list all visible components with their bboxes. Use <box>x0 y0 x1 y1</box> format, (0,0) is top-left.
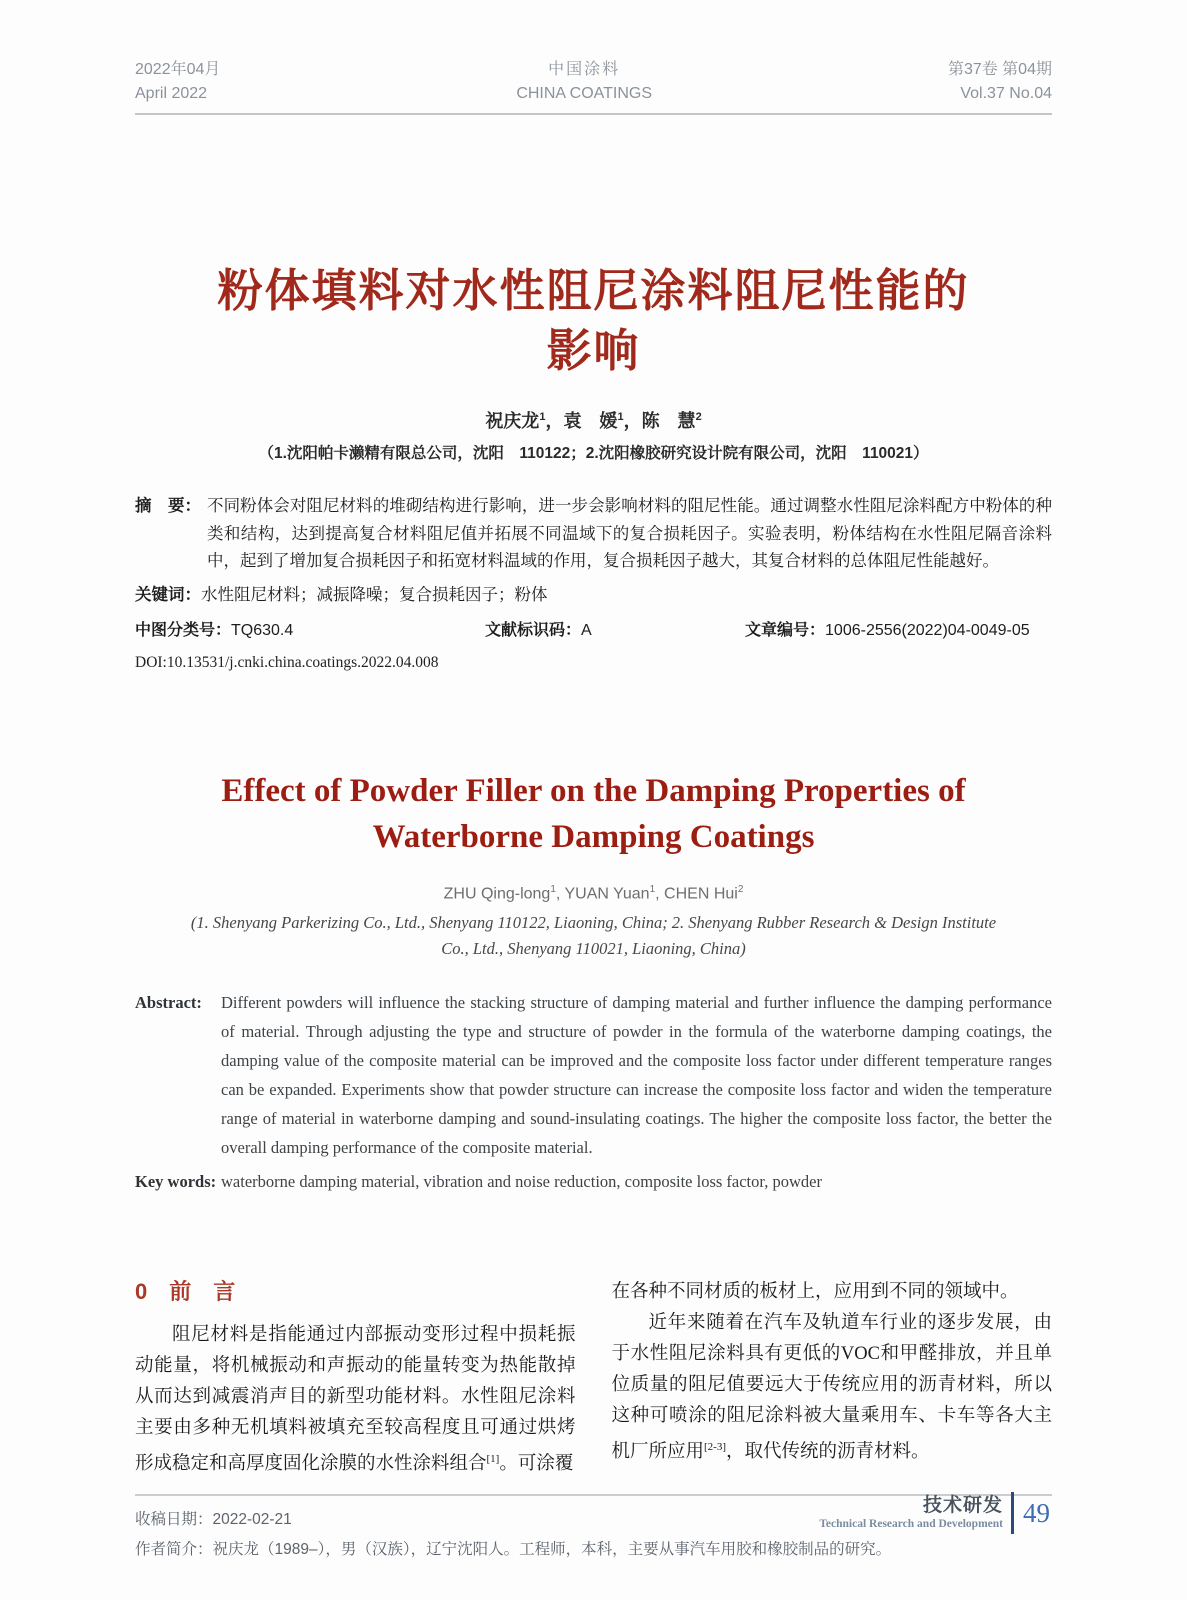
abstract-cn-label: 摘 要： <box>135 497 201 515</box>
column-name <box>819 1495 1003 1531</box>
author-en: YUAN Yuan <box>564 884 650 902</box>
author-affil-mark: 1 <box>617 411 624 423</box>
author-cn: 陈 慧 <box>641 411 696 431</box>
document-code-label: 文献标识码： <box>485 621 582 639</box>
article-title-en <box>135 768 1052 860</box>
received-date-value: 2022-02-21 <box>212 1510 292 1528</box>
abstract-en-text: Different powders will influence the stacking structure of damping material and further influence the damping performance of material. Through adjusting the type and structure of powder in the formula of the waterborne damping coatings, the damping value of the composite material can be improved and the composite loss factor under different temperature ranges can be expanded. Experiments show that powder structure can increase the composite loss factor and widen the temperature range of material in waterborne damping and sound-insulating coatings. The higher the composite loss factor, the better the overall damping performance of the composite material. <box>221 992 1052 1157</box>
header-issue-date <box>135 58 220 106</box>
marker-divider-bar <box>1011 1492 1014 1534</box>
author-separator: , <box>655 884 665 902</box>
page-marker <box>819 1492 1050 1534</box>
affiliation-cn: （1.沈阳帕卡濑精有限总公司，沈阳 110122；2.沈阳橡胶研究设计院有限公司，沈阳 110021） <box>258 445 929 462</box>
intro-p2-tail: ，取代传统的沥青材料。 <box>726 1441 930 1462</box>
author-en: ZHU Qing-long <box>443 884 551 902</box>
citation-mark-2-3: [2-3] <box>704 1440 727 1453</box>
keywords-cn-label: 关键词： <box>135 585 201 604</box>
title-en-line2: Waterborne Damping Coatings <box>372 818 815 855</box>
author-separator: ， <box>623 411 642 431</box>
keywords-cn-text: 水性阻尼材料；减振降噪；复合损耗因子；粉体 <box>201 585 548 604</box>
intro-paragraph-2 <box>612 1308 1053 1468</box>
issue-date-en: April 2022 <box>135 85 208 102</box>
affiliation-en-line2: Co., Ltd., Shenyang 110021, Liaoning, China) <box>441 938 746 958</box>
intro-right-column <box>612 1277 1053 1480</box>
abstract-cn <box>135 493 1052 576</box>
title-cn-line1: 粉体填料对水性阻尼涂料阻尼性能的 <box>217 265 970 316</box>
document-code-value: A <box>581 621 592 639</box>
abstract-cn-text: 不同粉体会对阻尼材料的堆砌结构进行影响，进一步会影响材料的阻尼性能。通过调整水性阻尼涂料配方中粉体的种类和结构，达到提高复合材料阻尼值并拓展不同温域下的复合损耗因子。实验表明，粉体结构在水性阻尼隔音涂料中，起到了增加复合损耗因子和拓宽材料温域的作用，复合损耗因子越大，其复合材料的总体阻尼性能越好。 <box>207 497 1052 570</box>
doi-line: DOI:10.13531/j.cnki.china.coatings.2022.04.008 <box>135 653 439 671</box>
affiliation-en <box>135 910 1052 962</box>
citation-mark-1: [1] <box>486 1452 500 1465</box>
clc-label: 中图分类号： <box>135 621 232 639</box>
article-number <box>745 619 1052 643</box>
journal-name-cn: 中国涂料 <box>548 61 621 78</box>
clc-number <box>135 619 485 643</box>
document-code <box>485 619 745 643</box>
journal-name-en: CHINA COATINGS <box>516 85 653 102</box>
title-en-line1: Effect of Powder Filler on the Damping Properties of <box>221 772 966 809</box>
author-cn: 祝庆龙 <box>485 411 540 431</box>
journal-header <box>135 58 1052 115</box>
author-bio-label: 作者简介： <box>135 1540 213 1558</box>
keywords-en-label: Key words: <box>135 1171 217 1191</box>
abstract-en-label: Abstract: <box>135 992 202 1012</box>
column-name-cn: 技术研发 <box>922 1495 1003 1516</box>
header-journal-name <box>516 58 652 106</box>
keywords-cn <box>135 582 1052 608</box>
author-bio-value: 祝庆龙（1989–），男（汉族），辽宁沈阳人。工程师，本科，主要从事汽车用胶和橡胶制品的研究。 <box>212 1540 892 1558</box>
keywords-en-text: waterborne damping material, vibration and noise reduction, composite loss factor, powder <box>221 1171 822 1191</box>
author-affil-mark: 1 <box>550 883 556 895</box>
author-en: CHEN Hui <box>664 884 738 902</box>
article-title-cn <box>135 261 1052 381</box>
clc-value: TQ630.4 <box>231 621 294 639</box>
affiliation-en-line1: (1. Shenyang Parkerizing Co., Ltd., Shenyang 110122, Liaoning, China; 2. Shenyang Rubber Research & Design Institute <box>190 912 997 932</box>
intro-p2-text: 近年来随着在汽车及轨道车行业的逐步发展，由于水性阻尼涂料具有更低的VOC和甲醛排放，并且单位质量的阻尼值要远大于传统应用的沥青材料，所以这种可喷涂的阻尼涂料被大量乘用车、卡车等各大主机厂所应用 <box>611 1312 1052 1462</box>
title-cn-line2: 影响 <box>546 325 641 376</box>
header-volume-issue <box>948 58 1052 106</box>
authors-cn <box>135 407 1052 433</box>
page-number: 49 <box>1023 1498 1050 1528</box>
keywords-en <box>135 1169 1052 1195</box>
issue-date-cn: 2022年04月 <box>135 61 221 78</box>
author-separator: , <box>555 884 565 902</box>
authors-en <box>135 884 1052 903</box>
intro-p1-text: 阻尼材料是指能通过内部振动变形过程中损耗振动能量，将机械振动和声振动的能量转变为热能散掉从而达到减震消声目的新型功能材料。水性阻尼涂料主要由多种无机填料被填充至较高程度且可通过烘烤形成稳定和高厚度固化涂膜的水性涂料组合 <box>135 1324 576 1474</box>
author-bio-line <box>135 1535 1052 1565</box>
article-meta-row <box>135 619 1052 643</box>
author-affil-mark: 1 <box>539 411 546 423</box>
intro-paragraph-1-continued: 在各种不同材质的板材上，应用到不同的领域中。 <box>611 1281 1019 1302</box>
volume-issue-en: Vol.37 No.04 <box>960 85 1052 102</box>
intro-p1-tail: 。可涂覆 <box>499 1453 574 1474</box>
article-number-value: 1006-2556(2022)04-0049-05 <box>825 621 1030 639</box>
volume-issue-cn: 第37卷 第04期 <box>947 61 1052 78</box>
received-date-label: 收稿日期： <box>135 1510 213 1528</box>
introduction-section <box>135 1277 1052 1480</box>
author-cn: 袁 媛 <box>563 411 618 431</box>
abstract-en <box>135 988 1052 1162</box>
article-number-label: 文章编号： <box>745 621 826 639</box>
column-name-en: Technical Research and Development <box>819 1518 1003 1530</box>
author-affil-mark: 2 <box>737 883 744 895</box>
author-affil-mark: 2 <box>695 411 702 423</box>
author-affil-mark: 1 <box>649 883 656 895</box>
intro-left-column <box>135 1277 576 1480</box>
intro-paragraph-1 <box>135 1320 576 1480</box>
author-separator: ， <box>545 411 564 431</box>
section-heading-intro: 0 前 言 <box>135 1278 236 1304</box>
